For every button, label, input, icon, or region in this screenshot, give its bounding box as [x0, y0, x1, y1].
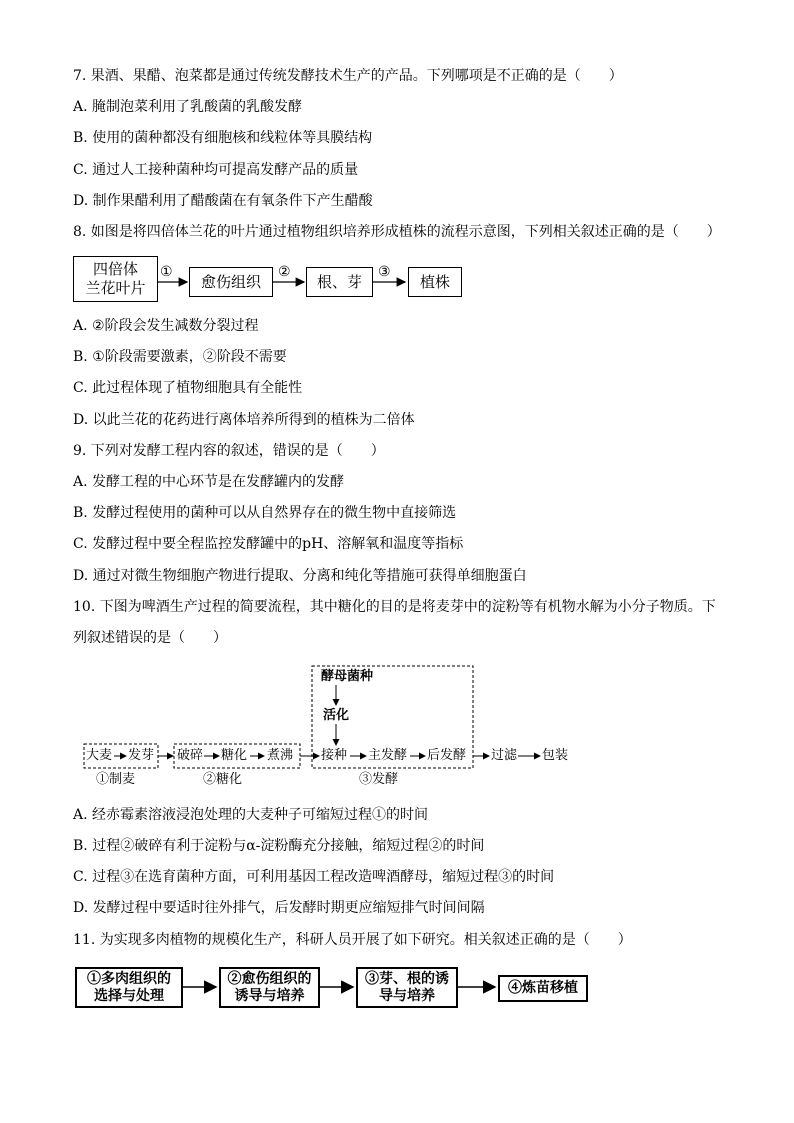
q8-step-1: ①: [160, 264, 173, 280]
q11-box-1-line1: ①多肉组织的: [87, 970, 171, 987]
q11-box-3-line1: ③芽、根的诱: [365, 970, 449, 987]
q10-stem-line1: 10. 下图为啤酒生产过程的简要流程，其中糖化的目的是将麦芽中的淀粉等有机物水解为小分子物质。下: [73, 599, 716, 615]
q7-option-b: B. 使用的菌种都没有细胞核和线粒体等具膜结构: [73, 130, 373, 146]
q8-option-d: D. 以此兰花的花药进行离体培养所得到的植株为二倍体: [73, 412, 415, 428]
q10-option-d: D. 发酵过程中要适时往外排气，后发酵时期更应缩短排气时间间隔: [73, 900, 485, 916]
q10-barley: 大麦: [86, 748, 113, 763]
q10-saccharify: 糖化: [221, 748, 248, 763]
q8-box-plant: 植株: [408, 267, 462, 297]
q7-option-d: D. 制作果醋利用了醋酸菌在有氧条件下产生醋酸: [73, 193, 373, 209]
q10-option-c: C. 过程③在选育菌种方面，可利用基因工程改造啤酒酵母，缩短过程③的时间: [73, 869, 555, 885]
q8-box-root-bud: 根、芽: [306, 267, 373, 297]
q10-malt: 发芽: [128, 748, 155, 763]
q8-option-a: A. ②阶段会发生减数分裂过程: [73, 318, 259, 334]
q7-option-a: A. 腌制泡菜利用了乳酸菌的乳酸发酵: [73, 99, 303, 115]
q11-box-1-line2: 选择与处理: [94, 987, 164, 1004]
q10-post-ferment: 后发酵: [427, 748, 467, 763]
q8-option-b: B. ①阶段需要激素，②阶段不需要: [73, 349, 287, 365]
q9-option-a: A. 发酵工程的中心环节是在发酵罐内的发酵: [73, 474, 345, 490]
q10-option-a: A. 经赤霉素溶液浸泡处理的大麦种子可缩短过程①的时间: [73, 807, 429, 823]
q10-main-ferment: 主发酵: [368, 748, 408, 763]
q8-box-leaf-line1: 四倍体: [92, 260, 138, 278]
q9-option-b: B. 发酵过程使用的菌种可以从自然界存在的微生物中直接筛选: [73, 505, 457, 521]
q10-option-b: B. 过程②破碎有利于淀粉与α-淀粉酶充分接触，缩短过程②的时间: [73, 838, 485, 854]
q7-stem: 7. 果酒、果醋、泡菜都是通过传统发酵技术生产的产品。下列哪项是不正确的是（ ）: [73, 68, 623, 84]
q10-activate: 活化: [323, 708, 350, 723]
q9-option-d: D. 通过对微生物细胞产物进行提取、分离和纯化等措施可获得单细胞蛋白: [73, 568, 527, 584]
q10-stage-2: ②糖化: [203, 772, 243, 787]
q7-option-c: C. 通过人工接种菌种均可提高发酵产品的质量: [73, 162, 359, 178]
q10-package: 包装: [542, 748, 569, 763]
q11-box-1: [75, 967, 183, 1008]
q11-stem: 11. 为实现多肉植物的规模化生产，科研人员开展了如下研究。相关叙述正确的是（ ）: [73, 932, 632, 948]
q8-step-2: ②: [278, 264, 291, 280]
q9-stem: 9. 下列对发酵工程内容的叙述，错误的是（ ）: [73, 443, 385, 459]
q11-box-3-line2: 导与培养: [379, 987, 435, 1004]
q8-box-callus: 愈伤组织: [189, 267, 273, 297]
q8-option-c: C. 此过程体现了植物细胞具有全能性: [73, 380, 303, 396]
q10-stage-3: ③发酵: [359, 772, 399, 787]
q10-yeast: 酵母菌种: [321, 669, 374, 684]
q11-box-2-line1: ②愈伤组织的: [227, 970, 312, 987]
q10-inoculate: 接种: [321, 748, 348, 763]
q10-filter: 过滤: [491, 748, 518, 763]
q11-box-3: [356, 967, 458, 1008]
q9-option-c: C. 发酵过程中要全程监控发酵罐中的pH、溶解氧和温度等指标: [73, 536, 464, 552]
q11-box-4: ④炼苗移植: [498, 975, 588, 1002]
q11-box-2-line2: 诱导与培养: [234, 987, 305, 1004]
q10-stem-line2: 列叙述错误的是（ ）: [73, 630, 227, 646]
q11-box-2: [219, 967, 320, 1008]
q10-stage-1: ①制麦: [96, 772, 136, 787]
q8-step-3: ③: [378, 264, 391, 280]
q8-stem: 8. 如图是将四倍体兰花的叶片通过植物组织培养形成植株的流程示意图，下列相关叙述正确的是（ ）: [73, 224, 721, 240]
q8-box-leaf-line2: 兰花叶片: [85, 279, 146, 297]
q10-crush: 破碎: [177, 748, 204, 763]
q10-boil: 煮沸: [267, 748, 294, 763]
